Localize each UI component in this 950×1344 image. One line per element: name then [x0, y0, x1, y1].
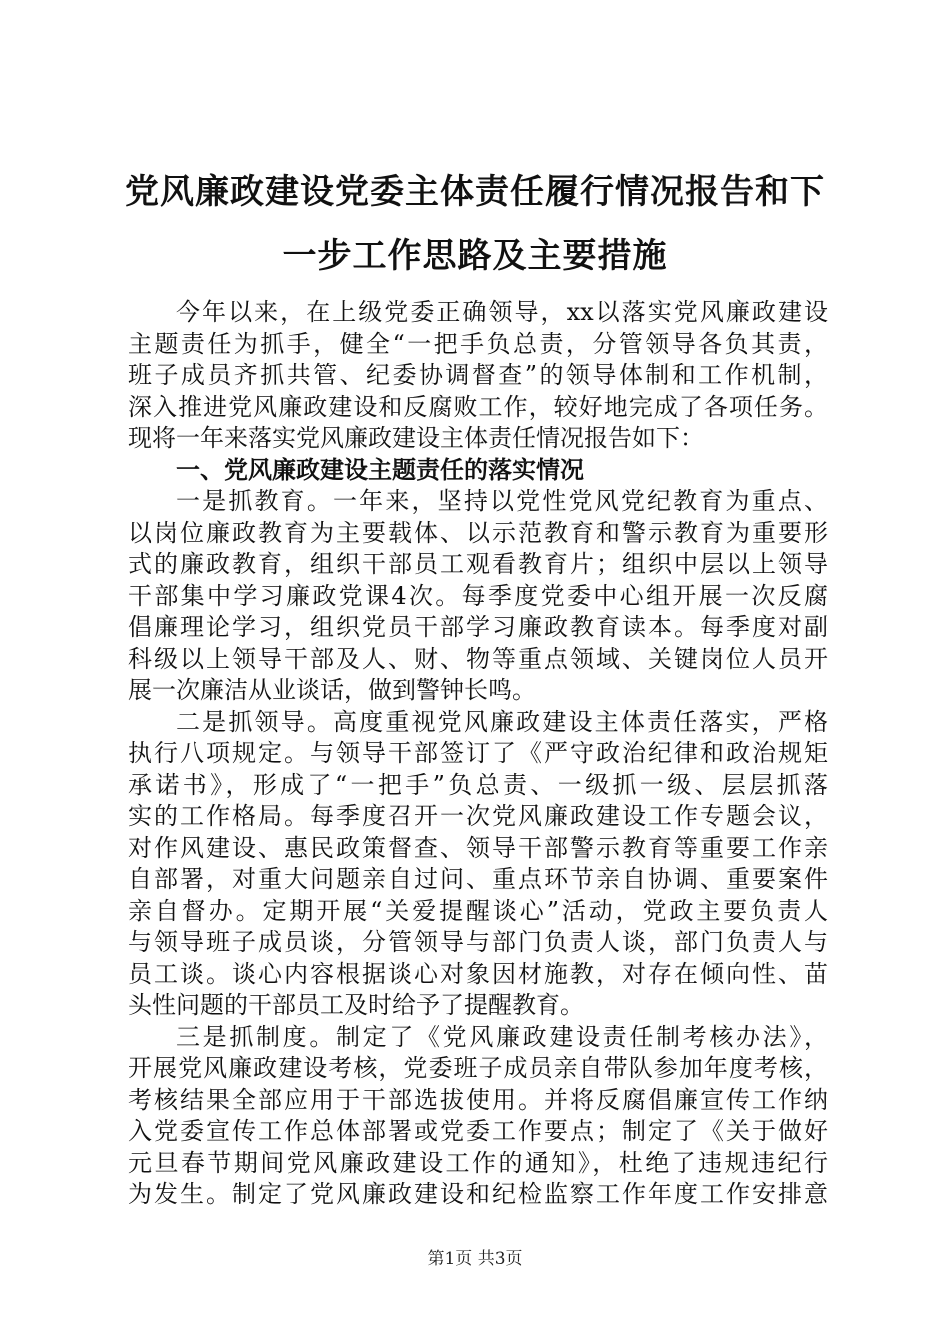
- title-line: 党风廉政建设党委主体责任履行情况报告和下: [125, 172, 825, 212]
- paragraph-line: 主题责任为抓手，健全“一把手负总责，分管领导各负其责，: [128, 329, 828, 358]
- paragraph-line: 员工谈。谈心内容根据谈心对象因材施教，对存在倾向性、苗: [128, 959, 828, 988]
- paragraph-line: 科级以上领导干部及人、财、物等重点领域、关键岗位人员开: [128, 644, 828, 673]
- paragraph-line: 倡廉理论学习，组织党员干部学习廉政教育读本。每季度对副: [128, 613, 828, 641]
- paragraph-line: 承诺书》，形成了“一把手”负总责、一级抓一级、层层抓落: [128, 770, 828, 799]
- paragraph-line: 二是抓领导。高度重视党风廉政建设主体责任落实，严格: [176, 707, 828, 736]
- paragraph-line: 今年以来，在上级党委正确领导，xx以落实党风廉政建设: [176, 298, 828, 326]
- paragraph-line: 一、党风廉政建设主题责任的落实情况: [176, 455, 584, 484]
- paragraph-line: 亲自督办。定期开展“关爱提醒谈心”活动，党政主要负责人: [128, 896, 828, 925]
- paragraph-line: 式的廉政教育，组织干部员工观看教育片；组织中层以上领导: [128, 550, 828, 578]
- paragraph-line: 自部署，对重大问题亲自过问、重点环节亲自协调、重要案件: [128, 865, 828, 893]
- section-heading: [128, 455, 828, 487]
- paragraph-line: 执行八项规定。与领导干部签订了《严守政治纪律和政治规矩: [128, 739, 828, 767]
- paragraph-line: 与领导班子成员谈，分管领导与部门负责人谈，部门负责人与: [128, 928, 828, 956]
- document-title: [110, 160, 840, 288]
- paragraph-line: 三是抓制度。制定了《党风廉政建设责任制考核办法》，: [176, 1022, 828, 1051]
- page-footer: 第1页 共3页: [427, 1249, 523, 1269]
- paragraph-line: 现将一年来落实党风廉政建设主体责任情况报告如下：: [128, 424, 704, 452]
- paragraph: [128, 486, 828, 707]
- paragraph: [128, 1022, 828, 1211]
- paragraph-line: 头性问题的干部员工及时给予了提醒教育。: [128, 991, 584, 1019]
- paragraph: [128, 707, 828, 1022]
- paragraph-line: 入党委宣传工作总体部署或党委工作要点；制定了《关于做好: [128, 1117, 828, 1145]
- paragraph-line: 实的工作格局。每季度召开一次党风廉政建设工作专题会议，: [128, 802, 828, 830]
- paragraph: [128, 297, 828, 455]
- paragraph-line: 班子成员齐抓共管、纪委协调督查”的领导体制和工作机制，: [128, 361, 828, 389]
- paragraph-line: 展一次廉洁从业谈话，做到警钟长鸣。: [128, 676, 536, 704]
- document-body: [128, 297, 828, 1211]
- paragraph-line: 一是抓教育。一年来，坚持以党性党风党纪教育为重点、: [176, 487, 828, 515]
- title-line: 一步工作思路及主要措施: [282, 236, 668, 276]
- paragraph-line: 为发生。制定了党风廉政建设和纪检监察工作年度工作安排意: [128, 1180, 828, 1208]
- paragraph-line: 元旦春节期间党风廉政建设工作的通知》，杜绝了违规违纪行: [128, 1148, 828, 1177]
- paragraph-line: 开展党风廉政建设考核，党委班子成员亲自带队参加年度考核，: [128, 1054, 828, 1082]
- paragraph-line: 考核结果全部应用于干部选拔使用。并将反腐倡廉宣传工作纳: [128, 1085, 828, 1114]
- paragraph-line: 以岗位廉政教育为主要载体、以示范教育和警示教育为重要形: [128, 518, 828, 547]
- paragraph-line: 深入推进党风廉政建设和反腐败工作，较好地完成了各项任务。: [128, 392, 828, 421]
- paragraph-line: 干部集中学习廉政党课4次。每季度党委中心组开展一次反腐: [128, 581, 828, 610]
- paragraph-line: 对作风建设、惠民政策督查、领导干部警示教育等重要工作亲: [128, 833, 828, 862]
